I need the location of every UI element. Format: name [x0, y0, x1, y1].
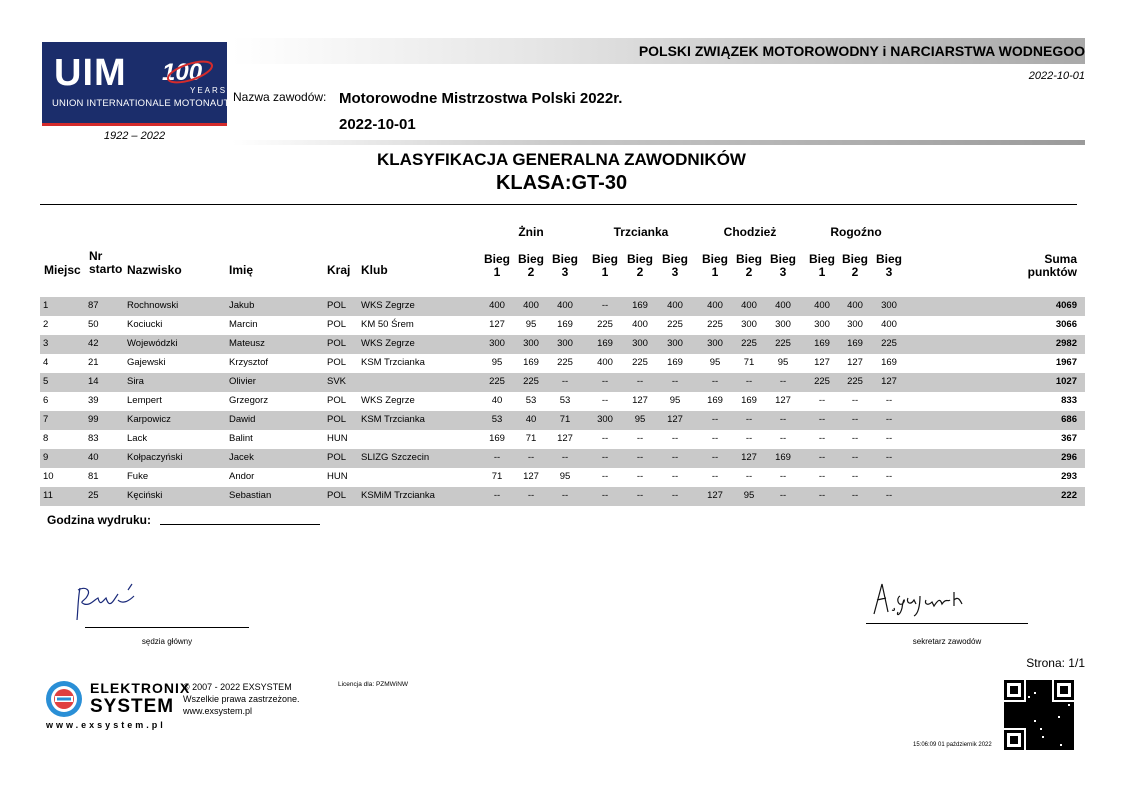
cell-score: 95	[491, 357, 503, 368]
cell-score: --	[779, 490, 787, 501]
uim-logo-text: UIM	[54, 52, 127, 94]
heat-number: 3	[561, 265, 569, 279]
cell-score: 169	[847, 338, 863, 349]
cell-nr: 83	[88, 433, 99, 444]
cell-club: WKS Zegrze	[361, 395, 415, 406]
heat-number: 1	[601, 265, 609, 279]
table-row	[40, 354, 1085, 373]
cell-score: 169	[557, 319, 573, 330]
cell-name: Dawid	[229, 414, 256, 425]
cell-score: 169	[814, 338, 830, 349]
cell-score: 71	[743, 357, 755, 368]
cell-score: --	[818, 471, 826, 482]
cell-score: 71	[559, 414, 571, 425]
cell-score: --	[711, 471, 719, 482]
cell-score: 169	[597, 338, 613, 349]
cell-score: 53	[491, 414, 503, 425]
cell-surname: Lempert	[127, 395, 162, 406]
cell-score: --	[851, 452, 859, 463]
cell-score: --	[711, 376, 719, 387]
cell-score: 169	[632, 300, 648, 311]
cell-score: --	[851, 414, 859, 425]
header-sum-2: punktów	[1027, 265, 1077, 279]
cell-score: --	[671, 376, 679, 387]
venue-header: Żnin	[518, 225, 544, 239]
table-row	[40, 449, 1085, 468]
cell-score: 71	[525, 433, 537, 444]
heat-number: 1	[818, 265, 826, 279]
secretary-signature-icon	[870, 578, 970, 618]
cell-score: 300	[881, 300, 897, 311]
table-row	[40, 335, 1085, 354]
cell-score: 225	[814, 376, 830, 387]
cell-score: --	[561, 376, 569, 387]
cell-score: 300	[814, 319, 830, 330]
cell-score: 300	[597, 414, 613, 425]
cell-score: --	[601, 376, 609, 387]
heat-number: 2	[851, 265, 859, 279]
cell-name: Mateusz	[229, 338, 265, 349]
exsystem-brand-line2: SYSTEM	[90, 696, 175, 717]
cell-score: 300	[667, 338, 683, 349]
license: Licencja dla: PZMWiNW	[338, 681, 409, 688]
cell-score: --	[636, 433, 644, 444]
cell-score: 169	[667, 357, 683, 368]
cell-surname: Gajewski	[127, 357, 166, 368]
logo-red-stripe	[42, 123, 227, 126]
cell-score: 127	[707, 490, 723, 501]
competition-date: 2022-10-01	[339, 116, 416, 133]
cell-score: --	[561, 452, 569, 463]
heat-header: Bieg	[769, 252, 796, 266]
cell-country: POL	[327, 490, 347, 501]
cell-score: --	[527, 452, 535, 463]
cell-score: --	[779, 414, 787, 425]
cell-surname: Karpowicz	[127, 414, 171, 425]
cell-score: 300	[557, 338, 573, 349]
cell-country: POL	[327, 414, 347, 425]
cell-score: 300	[632, 338, 648, 349]
cell-place: 8	[43, 433, 49, 444]
secretary-signature-line	[866, 623, 1028, 624]
cell-score: 400	[489, 300, 505, 311]
table-row	[40, 297, 1085, 316]
cell-score: 225	[881, 338, 897, 349]
cell-score: 127	[667, 414, 683, 425]
cell-score: 300	[523, 338, 539, 349]
cell-nr: 50	[88, 319, 99, 330]
heat-header: Bieg	[735, 252, 762, 266]
cell-score: 127	[847, 357, 863, 368]
cell-score: 127	[775, 395, 791, 406]
heat-header: Bieg	[661, 252, 688, 266]
cell-score: --	[561, 490, 569, 501]
cell-score: --	[885, 471, 893, 482]
footer-website-link[interactable]: www.exsystem.pl	[183, 706, 253, 716]
cell-score: 400	[597, 357, 613, 368]
cell-score: --	[601, 433, 609, 444]
cell-score: 169	[881, 357, 897, 368]
cell-score: --	[711, 433, 719, 444]
cell-place: 2	[43, 319, 49, 330]
cell-surname: Kołpaczyński	[127, 452, 183, 463]
uim-logo	[42, 42, 254, 123]
cell-score: 400	[881, 319, 897, 330]
cell-score: 225	[489, 376, 505, 387]
cell-surname: Sira	[127, 376, 144, 387]
table-row	[40, 487, 1085, 506]
cell-score: 127	[632, 395, 648, 406]
cell-country: POL	[327, 300, 347, 311]
cell-score: --	[636, 490, 644, 501]
cell-score: 53	[525, 395, 537, 406]
copyright: © 2007 - 2022 EXSYSTEM	[183, 682, 292, 692]
judge-signature-line	[85, 627, 249, 628]
cell-score: 40	[491, 395, 503, 406]
cell-score: 400	[557, 300, 573, 311]
cell-score: 127	[741, 452, 757, 463]
cell-club: SLIZG Szczecin	[361, 452, 430, 463]
cell-surname: Fuke	[127, 471, 149, 482]
cell-club: WKS Zegrze	[361, 300, 415, 311]
cell-surname: Rochnowski	[127, 300, 179, 311]
cell-score: --	[671, 490, 679, 501]
exsystem-web: www.exsystem.pl	[46, 720, 166, 730]
heat-number: 3	[779, 265, 787, 279]
header-date: 2022-10-01	[1028, 70, 1085, 82]
cell-score: --	[885, 414, 893, 425]
cell-sum: 1027	[1055, 376, 1077, 387]
venue-header: Trzcianka	[613, 225, 669, 239]
cell-country: HUN	[327, 433, 348, 444]
cell-place: 6	[43, 395, 49, 406]
cell-country: POL	[327, 452, 347, 463]
uim-years-text: YEARS	[190, 86, 228, 95]
exsystem-brand-line1: ELEKTRONIX	[90, 680, 191, 696]
federation-name: POLSKI ZWIĄZEK MOTOROWODNY i NARCIARSTWA WODNEGOO	[638, 43, 1085, 59]
cell-score: --	[636, 452, 644, 463]
cell-club: WKS Zegrze	[361, 338, 415, 349]
cell-score: --	[851, 471, 859, 482]
title-divider	[40, 204, 1077, 205]
cell-nr: 81	[88, 471, 99, 482]
cell-sum: 367	[1061, 433, 1077, 444]
heat-header: Bieg	[701, 252, 728, 266]
venue-header: Rogoźno	[830, 225, 882, 239]
cell-score: 300	[489, 338, 505, 349]
cell-score: --	[671, 452, 679, 463]
judge-signature-icon	[72, 580, 152, 624]
cell-score: 225	[557, 357, 573, 368]
heat-header: Bieg	[875, 252, 902, 266]
cell-score: --	[851, 490, 859, 501]
cell-score: 127	[814, 357, 830, 368]
cell-score: 225	[667, 319, 683, 330]
heat-header: Bieg	[841, 252, 868, 266]
cell-score: --	[885, 433, 893, 444]
cell-sum: 222	[1061, 490, 1077, 501]
cell-name: Jakub	[229, 300, 255, 311]
cell-name: Andor	[229, 471, 255, 482]
heat-number: 2	[636, 265, 644, 279]
results-table	[40, 297, 1085, 506]
cell-score: 169	[707, 395, 723, 406]
page-number: Strona: 1/1	[1026, 656, 1085, 670]
cell-nr: 39	[88, 395, 99, 406]
cell-club: KSM Trzcianka	[361, 357, 425, 368]
cell-score: --	[493, 452, 501, 463]
header-club: Klub	[361, 263, 388, 277]
svg-text:100: 100	[162, 59, 203, 86]
class-title: KLASA:GT-30	[495, 172, 628, 194]
secretary-caption: sekretarz zawodów	[912, 637, 982, 646]
cell-score: 127	[523, 471, 539, 482]
cell-score: --	[601, 300, 609, 311]
heat-header: Bieg	[483, 252, 510, 266]
cell-score: 169	[523, 357, 539, 368]
cell-country: SVK	[327, 376, 347, 387]
header-sum: Suma	[1044, 252, 1077, 266]
venue-header: Chodzież	[723, 225, 777, 239]
cell-score: --	[745, 414, 753, 425]
cell-score: 300	[775, 319, 791, 330]
cell-score: 95	[777, 357, 789, 368]
cell-score: --	[745, 433, 753, 444]
cell-score: 300	[847, 319, 863, 330]
cell-place: 4	[43, 357, 49, 368]
cell-score: 95	[634, 414, 646, 425]
cell-nr: 42	[88, 338, 99, 349]
cell-surname: Kęciński	[127, 490, 163, 501]
cell-place: 3	[43, 338, 49, 349]
heat-number: 1	[711, 265, 719, 279]
cell-place: 9	[43, 452, 49, 463]
cell-score: 95	[525, 319, 537, 330]
cell-score: --	[818, 433, 826, 444]
cell-nr: 14	[88, 376, 99, 387]
cell-country: HUN	[327, 471, 348, 482]
cell-nr: 21	[88, 357, 99, 368]
cell-club: KSM Trzcianka	[361, 414, 425, 425]
cell-score: 400	[814, 300, 830, 311]
cell-score: 300	[741, 319, 757, 330]
table-row	[40, 411, 1085, 430]
heat-number: 1	[493, 265, 501, 279]
competition-label: Nazwa zawodów:	[233, 90, 327, 104]
cell-score: 400	[741, 300, 757, 311]
cell-sum: 1967	[1055, 357, 1077, 368]
cell-country: POL	[327, 395, 347, 406]
cell-place: 10	[43, 471, 54, 482]
cell-place: 1	[43, 300, 49, 311]
cell-score: --	[671, 433, 679, 444]
cell-score: --	[818, 395, 826, 406]
cell-sum: 686	[1061, 414, 1077, 425]
cell-score: 169	[489, 433, 505, 444]
cell-score: 400	[775, 300, 791, 311]
print-time-label: Godzina wydruku:	[47, 513, 152, 527]
cell-score: 71	[491, 471, 503, 482]
cell-score: 169	[741, 395, 757, 406]
cell-score: 53	[559, 395, 571, 406]
cell-score: 127	[489, 319, 505, 330]
cell-score: 95	[743, 490, 755, 501]
heat-number: 2	[745, 265, 753, 279]
cell-surname: Wojewódzki	[127, 338, 178, 349]
heat-header: Bieg	[808, 252, 835, 266]
cell-score: --	[601, 395, 609, 406]
cell-score: 225	[707, 319, 723, 330]
cell-place: 5	[43, 376, 49, 387]
cell-place: 7	[43, 414, 49, 425]
cell-surname: Kociucki	[127, 319, 163, 330]
cell-score: --	[818, 414, 826, 425]
cell-score: 40	[525, 414, 537, 425]
cell-name: Olivier	[229, 376, 256, 387]
cell-name: Krzysztof	[229, 357, 269, 368]
cell-club: KM 50 Śrem	[361, 319, 414, 330]
cell-name: Sebastian	[229, 490, 272, 501]
cell-score: 400	[667, 300, 683, 311]
cell-score: --	[671, 471, 679, 482]
print-time-line	[160, 524, 320, 525]
cell-score: --	[779, 433, 787, 444]
cell-sum: 293	[1061, 471, 1077, 482]
cell-score: --	[779, 376, 787, 387]
cell-nr: 87	[88, 300, 99, 311]
cell-score: --	[779, 471, 787, 482]
cell-score: --	[851, 395, 859, 406]
heat-header: Bieg	[551, 252, 578, 266]
cell-sum: 3066	[1055, 319, 1077, 330]
cell-score: --	[711, 452, 719, 463]
cell-score: 300	[707, 338, 723, 349]
cell-score: --	[745, 376, 753, 387]
cell-sum: 2982	[1055, 338, 1077, 349]
cell-name: Jacek	[229, 452, 254, 463]
rights-reserved: Wszelkie prawa zastrzeżone.	[183, 694, 300, 704]
competition-name: Motorowodne Mistrzostwa Polski 2022r.	[339, 90, 623, 107]
cell-name: Grzegorz	[229, 395, 269, 406]
cell-score: --	[493, 490, 501, 501]
cell-sum: 4069	[1055, 300, 1077, 311]
cell-club: KSMiM Trzcianka	[361, 490, 435, 501]
cell-score: --	[601, 490, 609, 501]
judge-caption: sędzia główny	[141, 637, 193, 646]
logo-years-range: 1922 – 2022	[103, 130, 166, 142]
cell-surname: Lack	[127, 433, 148, 444]
cell-score: 127	[557, 433, 573, 444]
cell-score: --	[601, 471, 609, 482]
cell-country: POL	[327, 338, 347, 349]
cell-score: 400	[707, 300, 723, 311]
cell-score: 400	[632, 319, 648, 330]
table-row	[40, 392, 1085, 411]
cell-name: Marcin	[229, 319, 258, 330]
cell-score: --	[745, 471, 753, 482]
uim-100-emblem-icon	[160, 54, 214, 90]
cell-country: POL	[327, 319, 347, 330]
cell-nr: 99	[88, 414, 99, 425]
cell-score: 95	[709, 357, 721, 368]
cell-score: 400	[523, 300, 539, 311]
cell-score: 169	[775, 452, 791, 463]
cell-score: 225	[597, 319, 613, 330]
cell-score: --	[818, 452, 826, 463]
cell-place: 11	[43, 490, 53, 501]
heat-number: 2	[527, 265, 535, 279]
cell-score: 225	[632, 357, 648, 368]
cell-sum: 833	[1061, 395, 1077, 406]
cell-score: --	[601, 452, 609, 463]
cell-score: --	[885, 395, 893, 406]
uim-subtitle: UNION INTERNATIONALE MOTONAUTIQUE	[52, 98, 254, 109]
cell-score: --	[527, 490, 535, 501]
table-row	[40, 373, 1085, 392]
heat-header: Bieg	[626, 252, 653, 266]
cell-country: POL	[327, 357, 347, 368]
heat-header: Bieg	[591, 252, 618, 266]
heat-number: 3	[671, 265, 679, 279]
header-start-no-2: starto	[89, 262, 123, 276]
header-divider	[232, 140, 1085, 145]
page-title: KLASYFIKACJA GENERALNA ZAWODNIKÓW	[377, 150, 746, 169]
exsystem-logo-icon	[45, 680, 83, 718]
table-row	[40, 468, 1085, 487]
cell-nr: 40	[88, 452, 99, 463]
cell-score: --	[818, 490, 826, 501]
cell-score: 225	[741, 338, 757, 349]
heat-header: Bieg	[517, 252, 544, 266]
cell-score: 95	[669, 395, 681, 406]
cell-name: Balint	[229, 433, 253, 444]
header-name: Imię	[229, 263, 254, 277]
cell-score: 225	[775, 338, 791, 349]
header-country: Kraj	[327, 263, 351, 277]
cell-score: --	[636, 471, 644, 482]
cell-score: 400	[847, 300, 863, 311]
table-row	[40, 316, 1085, 335]
header-surname: Nazwisko	[127, 263, 182, 277]
cell-sum: 296	[1061, 452, 1077, 463]
header-start-no: Nr	[89, 249, 103, 263]
print-timestamp: 15:06:09 01 październik 2022	[913, 742, 992, 748]
cell-nr: 25	[88, 490, 99, 501]
cell-score: --	[885, 452, 893, 463]
cell-score: --	[885, 490, 893, 501]
cell-score: 225	[523, 376, 539, 387]
cell-score: --	[711, 414, 719, 425]
cell-score: 127	[881, 376, 897, 387]
cell-score: 95	[559, 471, 571, 482]
cell-score: --	[636, 376, 644, 387]
header-place: Miejsc	[44, 263, 81, 277]
cell-score: 225	[847, 376, 863, 387]
qr-code-icon	[1004, 680, 1074, 750]
heat-number: 3	[885, 265, 893, 279]
cell-score: --	[851, 433, 859, 444]
table-row	[40, 430, 1085, 449]
